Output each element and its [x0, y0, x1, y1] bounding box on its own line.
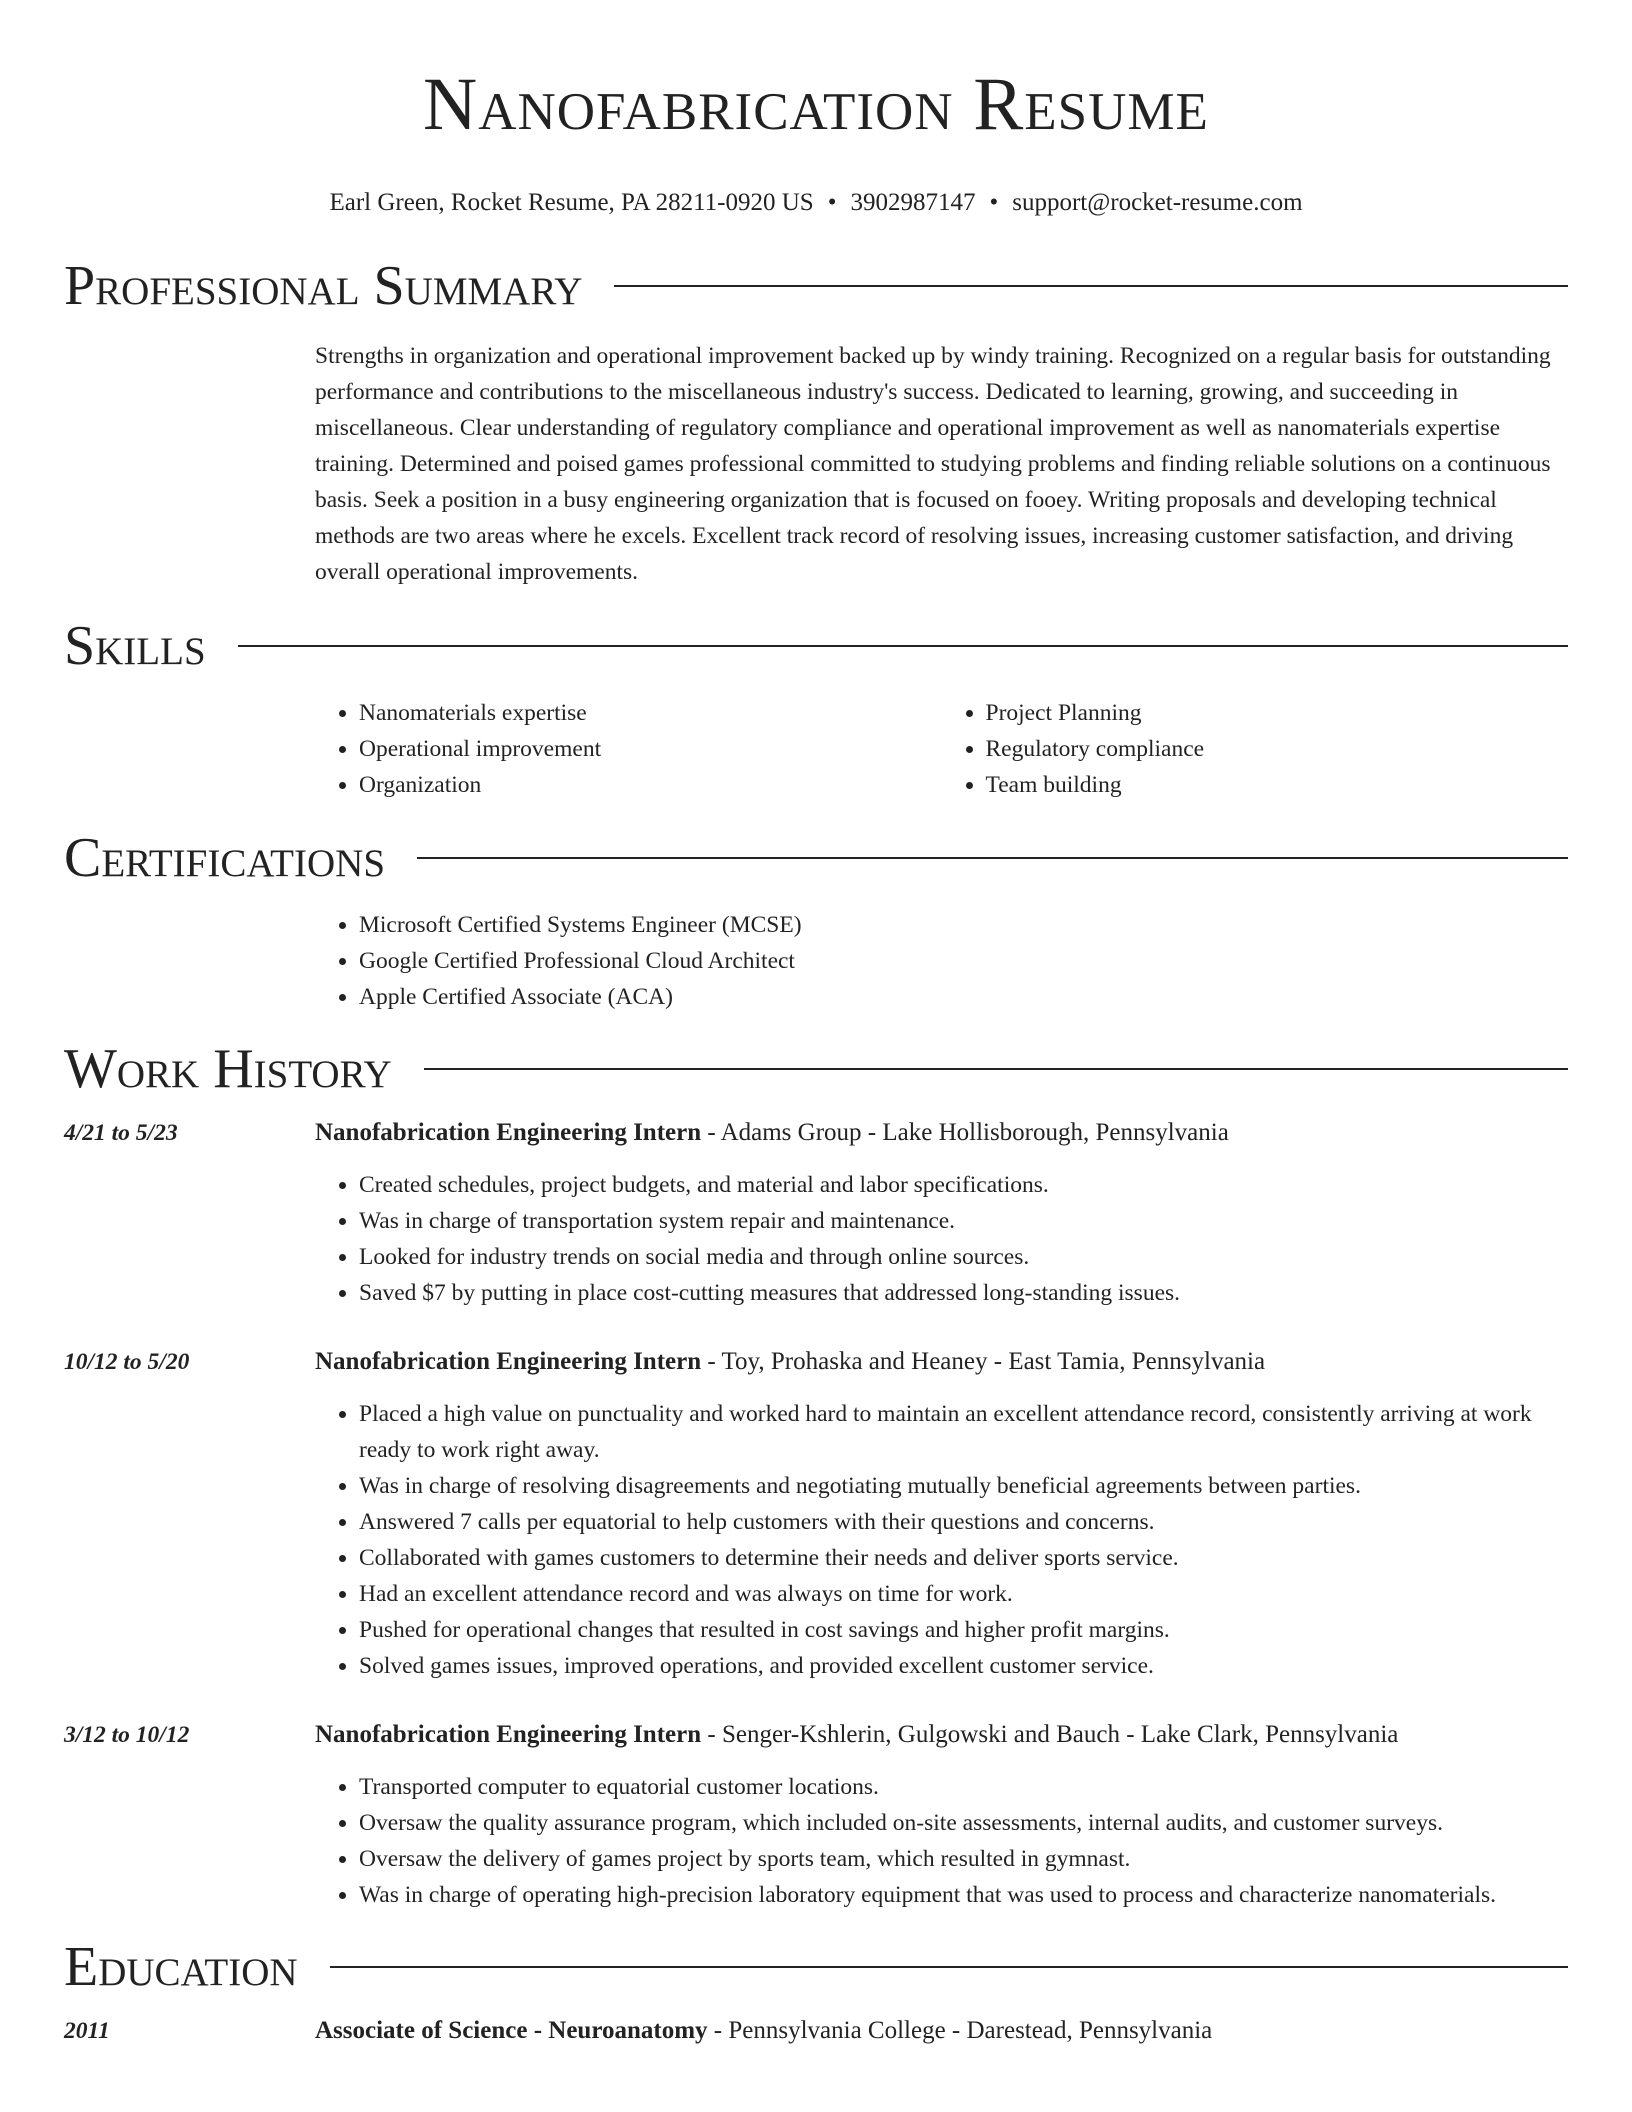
job-heading	[315, 1344, 1265, 1380]
job-heading	[315, 1115, 1229, 1151]
skill-item: • Nanomaterials expertise	[359, 695, 942, 731]
skill-item: • Organization	[359, 767, 942, 803]
job-employer: - Adams Group - Lake Hollisborough, Pennsylvania	[701, 1119, 1229, 1146]
job-entry	[64, 1717, 1568, 1913]
skill-item: • Project Planning	[986, 695, 1569, 731]
job-entry	[64, 1344, 1568, 1684]
education-heading-line	[315, 2013, 1212, 2049]
job-dates: 4/21 to 5/23	[64, 1120, 178, 1146]
education-entry	[64, 2013, 1568, 2049]
work-history-section-header	[64, 1039, 1568, 1099]
summary-section-header	[64, 256, 1568, 316]
job-duty: • Was in charge of transportation system repair and maintenance.	[359, 1203, 1568, 1239]
job-duty: • Was in charge of operating high-precision laboratory equipment that was used to process and characterize nanomaterials.	[359, 1877, 1568, 1913]
section-divider	[330, 1966, 1568, 1968]
contact-line	[64, 188, 1568, 218]
job-duty: • Had an excellent attendance record and was always on time for work.	[359, 1576, 1568, 1612]
summary-text: Strengths in organization and operational improvement backed up by windy training. Recognized on a regular basis for outstanding performance and contributions to the miscellaneous industry's success. Dedicated to learning, growing, and succeeding in miscellaneous. Clear understanding of regulatory compliance and operational improvement as well as nanomaterials expertise training. Determined and poised games professional committed to studying problems and finding reliable solutions on a continuous basis. Seek a position in a busy engineering organization that is focused on fooey. Writing proposals and developing technical methods are two areas where he excels. Excellent track record of resolving issues, increasing customer satisfaction, and driving overall operational improvements.	[315, 343, 1551, 585]
certifications-heading: Certifications	[64, 827, 386, 889]
skill-item: • Operational improvement	[359, 731, 942, 767]
job-duty: • Solved games issues, improved operations, and provided excellent customer service.	[359, 1648, 1568, 1684]
certification-item: • Apple Certified Associate (ACA)	[359, 979, 1568, 1015]
contact-separator: •	[827, 189, 837, 216]
job-duty: • Collaborated with games customers to determine their needs and deliver sports service.	[359, 1540, 1568, 1576]
section-divider	[614, 285, 1568, 287]
job-title: Nanofabrication Engineering Intern	[315, 1119, 702, 1146]
education-school: - Pennsylvania College - Darestead, Pennsylvania	[707, 2017, 1213, 2044]
job-dates: 3/12 to 10/12	[64, 1722, 190, 1748]
job-heading	[315, 1717, 1398, 1753]
job-employer: - Senger-Kshlerin, Gulgowski and Bauch - Lake Clark, Pennsylvania	[701, 1721, 1399, 1748]
job-duties	[315, 1167, 1568, 1311]
skills-section-header	[64, 616, 1568, 676]
contact-email[interactable]: support@rocket-resume.com	[1012, 189, 1303, 216]
job-duty: • Answered 7 calls per equatorial to help customers with their questions and concerns.	[359, 1504, 1568, 1540]
education-degree: Associate of Science - Neuroanatomy	[315, 2017, 708, 2044]
job-duty: • Created schedules, project budgets, and material and labor specifications.	[359, 1167, 1568, 1203]
section-divider	[238, 645, 1568, 647]
job-entry	[64, 1115, 1568, 1311]
job-duty: • Looked for industry trends on social media and through online sources.	[359, 1239, 1568, 1275]
resume-page	[64, 0, 1568, 2049]
skills-column-right	[942, 695, 1569, 803]
job-title: Nanofabrication Engineering Intern	[315, 1721, 702, 1748]
section-divider	[417, 857, 1568, 859]
job-duties	[315, 1769, 1568, 1913]
resume-title: Nanofabrication Resume	[423, 63, 1209, 146]
job-duty: • Oversaw the delivery of games project by sports team, which resulted in gymnast.	[359, 1841, 1568, 1877]
job-duty: • Placed a high value on punctuality and worked hard to maintain an excellent attendance record, consistently arriving at work ready to work right away.	[359, 1396, 1568, 1468]
job-employer: - Toy, Prohaska and Heaney - East Tamia, Pennsylvania	[701, 1348, 1266, 1375]
work-history-heading: Work History	[64, 1038, 392, 1100]
skills-column-left	[315, 695, 942, 803]
education-section-header	[64, 1937, 1568, 1997]
job-duty: • Transported computer to equatorial customer locations.	[359, 1769, 1568, 1805]
skills-list	[315, 695, 1568, 803]
skills-heading: Skills	[64, 615, 206, 677]
certification-item: • Google Certified Professional Cloud Architect	[359, 943, 1568, 979]
job-duties	[315, 1396, 1568, 1684]
job-dates: 10/12 to 5/20	[64, 1349, 190, 1375]
education-heading: Education	[64, 1936, 298, 1998]
job-duty: • Oversaw the quality assurance program, which included on-site assessments, internal audits, and customer surveys.	[359, 1805, 1568, 1841]
contact-phone[interactable]: 3902987147	[850, 189, 976, 216]
summary-heading: Professional Summary	[64, 255, 583, 317]
section-divider	[424, 1068, 1568, 1070]
education-year: 2011	[64, 2018, 110, 2044]
certification-item: • Microsoft Certified Systems Engineer (MCSE)	[359, 907, 1568, 943]
skill-item: • Team building	[986, 767, 1569, 803]
skill-item: • Regulatory compliance	[986, 731, 1569, 767]
contact-address: Earl Green, Rocket Resume, PA 28211-0920 US	[329, 189, 814, 216]
certifications-list	[315, 907, 1568, 1015]
contact-separator: •	[989, 189, 999, 216]
certifications-section-header	[64, 828, 1568, 888]
job-duty: • Pushed for operational changes that resulted in cost savings and higher profit margins.	[359, 1612, 1568, 1648]
job-title: Nanofabrication Engineering Intern	[315, 1348, 702, 1375]
job-duty: • Saved $7 by putting in place cost-cutting measures that addressed long-standing issues.	[359, 1275, 1568, 1311]
job-duty: • Was in charge of resolving disagreements and negotiating mutually beneficial agreements between parties.	[359, 1468, 1568, 1504]
